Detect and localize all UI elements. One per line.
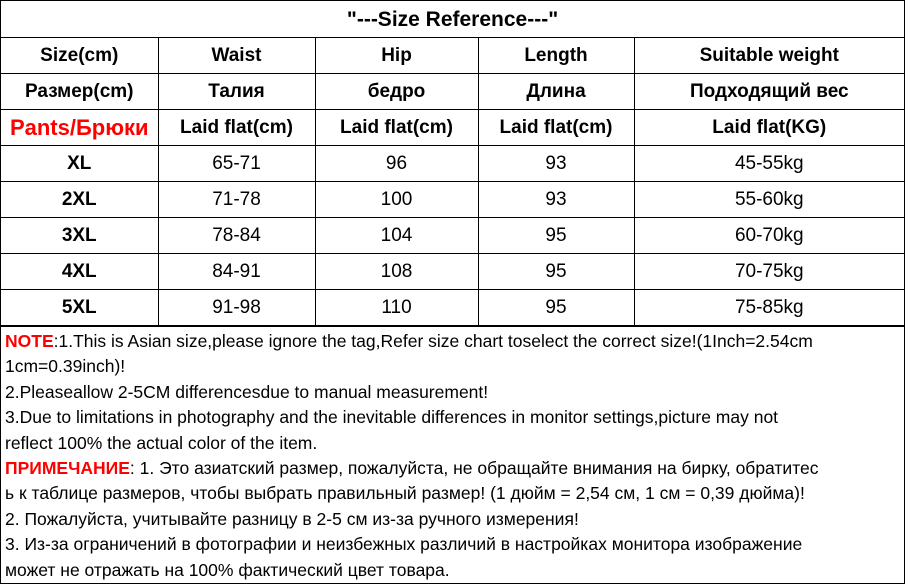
note-ru-line3b: может не отражать на 100% фактический цвет товара. [5,559,450,580]
header-row-en [1,38,904,74]
header-waist-ru: Талия [158,74,315,110]
size-cell: XL [1,146,158,182]
note-ru-label: ПРИМЕЧАНИЕ [5,458,130,479]
table-title: "---Size Reference---" [1,1,904,38]
size-cell: 5XL [1,290,158,326]
length-cell: 93 [478,182,634,218]
weight-cell: 75-85kg [634,290,904,326]
header-row-ru [1,74,904,110]
pants-label: Pants/Брюки [1,110,158,146]
note-ru-line2: 2. Пожалуйста, учитывайте разницу в 2-5 см из-за ручного измерения! [5,508,579,529]
length-cell: 95 [478,290,634,326]
note-ru-line3: 3. Из-за ограничений в фотографии и неизбежных различий в настройках монитора изображение [5,534,803,555]
note-en-line2: 2.Pleaseallow 2-5CM differencesdue to manual measurement! [5,381,489,402]
unit-length: Laid flat(cm) [478,110,634,146]
note-en-line3b: reflect 100% the actual color of the item. [5,432,318,453]
header-weight-ru: Подходящий вес [634,74,904,110]
unit-hip: Laid flat(cm) [315,110,478,146]
note-ru-line1 [5,456,900,481]
unit-waist: Laid flat(cm) [158,110,315,146]
length-cell: 95 [478,218,634,254]
length-cell: 95 [478,254,634,290]
length-cell: 93 [478,146,634,182]
table-row [1,182,904,218]
size-cell: 4XL [1,254,158,290]
note-en-text: :1.This is Asian size,please ignore the tag,Refer size chart toselect the correct size!(1Inch=2.54cm [53,331,813,351]
note-en-label: NOTE [5,331,54,351]
table-row [1,218,904,254]
waist-cell: 78-84 [158,218,315,254]
waist-cell: 84-91 [158,254,315,290]
title-row [1,1,904,38]
hip-cell: 96 [315,146,478,182]
table-row [1,290,904,326]
table-row [1,146,904,182]
size-cell: 2XL [1,182,158,218]
header-weight: Suitable weight [634,38,904,74]
header-length-ru: Длина [478,74,634,110]
waist-cell: 91-98 [158,290,315,326]
note-en-line3: 3.Due to limitations in photography and the inevitable differences in monitor settings,picture may not [5,407,779,428]
size-cell: 3XL [1,218,158,254]
hip-cell: 104 [315,218,478,254]
weight-cell: 55-60kg [634,182,904,218]
weight-cell: 60-70kg [634,218,904,254]
header-hip: Hip [315,38,478,74]
header-waist: Waist [158,38,315,74]
header-row-unit [1,110,904,146]
unit-weight: Laid flat(KG) [634,110,904,146]
note-en-line1b: 1cm=0.39inch)! [5,356,126,377]
waist-cell: 71-78 [158,182,315,218]
notes-section [1,326,904,583]
waist-cell: 65-71 [158,146,315,182]
hip-cell: 100 [315,182,478,218]
header-hip-ru: бедро [315,74,478,110]
hip-cell: 108 [315,254,478,290]
size-table [1,1,904,326]
note-ru-line1b: ь к таблице размеров, чтобы выбрать правильный размер! (1 дюйм = 2,54 см, 1 см = 0,39 дюйма)! [5,483,805,504]
header-length: Length [478,38,634,74]
hip-cell: 110 [315,290,478,326]
note-ru-text: : 1. Это азиатский размер, пожалуйста, не обращайте внимания на бирку, обратитес [129,458,819,479]
weight-cell: 70-75kg [634,254,904,290]
weight-cell: 45-55kg [634,146,904,182]
header-size: Size(cm) [1,38,158,74]
header-size-ru: Размер(cm) [1,74,158,110]
table-row [1,254,904,290]
note-en-line1 [5,329,900,354]
